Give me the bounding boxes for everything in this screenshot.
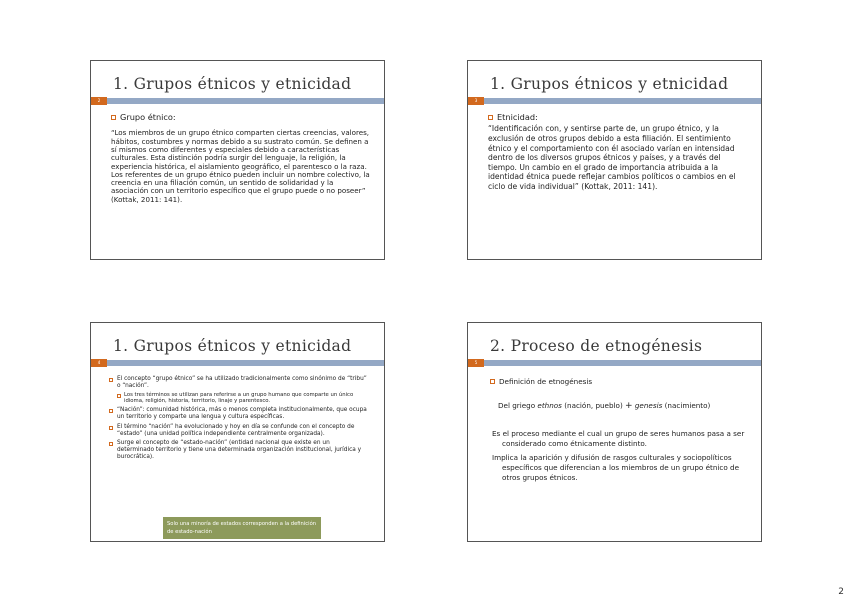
definition-paragraph: Implica la aparición y difusión de rasgos culturales y sociopolíticos específicos que diferencian a los miembros de un grupo étnico de otros grupos étnicos.	[492, 453, 740, 482]
page-number: 2	[838, 587, 844, 597]
definition-paragraph: Es el proceso mediante el cual un grupo de seres humanos pasa a ser considerado como étnicamente distinto.	[492, 429, 745, 448]
list-item: El término “nación” ha evolucionado y hoy en día se confunde con el concepto de “estado” (una unidad política independiente centralmente organizada).	[109, 424, 368, 437]
slide-heading: Etnicidad:	[497, 112, 538, 122]
accent-bar	[468, 360, 761, 366]
slide-body	[488, 113, 747, 192]
bullet-square-icon	[111, 115, 116, 120]
bullet-square-icon	[109, 378, 113, 382]
accent-bar	[91, 360, 384, 366]
etymology-line: Del griego ethnos (nación, pueblo) + genesis (nacimiento)	[498, 400, 711, 411]
slide-number: 3	[468, 97, 484, 105]
slide-title: 1. Grupos étnicos y etnicidad	[113, 337, 352, 355]
bullet-square-icon	[109, 409, 113, 413]
slide-body	[109, 376, 368, 463]
list-item: Surge el concepto de “estado-nación” (entidad nacional que existe en un determinado territorio y tiene una determinada organización institucional, jurídica y burocrática).	[109, 440, 368, 460]
slide-body	[111, 113, 370, 204]
bullet-square-icon	[117, 394, 121, 398]
bullet-square-icon	[490, 379, 495, 384]
sub-list-item: Los tres términos se utilizan para referirse a un grupo humano que comparte un único idioma, religión, historia, territorio, linaje y parentesco.	[117, 392, 368, 404]
slide-heading: Definición de etnogénesis	[499, 377, 593, 386]
slide-heading: Grupo étnico:	[120, 112, 176, 122]
accent-bar	[468, 98, 761, 104]
slide-1	[90, 60, 385, 260]
bullet-square-icon	[109, 426, 113, 430]
bullet-square-icon	[109, 442, 113, 446]
slide-2	[467, 60, 762, 260]
slide-title: 2. Proceso de etnogénesis	[490, 337, 703, 355]
slide-number: 5	[468, 359, 484, 367]
slide-body	[490, 377, 747, 482]
slide-3	[90, 322, 385, 542]
slide-number: 2	[91, 97, 107, 105]
accent-bar	[91, 98, 384, 104]
list-item: El concepto “grupo étnico” se ha utilizado tradicionalmente como sinónimo de “tribu” o “nación”.	[109, 376, 368, 389]
quote-text: “Los miembros de un grupo étnico comparten ciertas creencias, valores, hábitos, costumbres y normas debido a su sustrato común. Se definen a sí mismos como diferentes y especiales debido a características culturales. Esta distinción podría surgir del lenguaje, la religión, la experiencia histórica, el aislamiento geográfico, el parentesco o la raza. Los referentes de un grupo étnico pueden incluir un nombre colectivo, la creencia en una filiación común, un sentido de solidaridad y la asociación con un territorio específico que el grupo puede o no poseer” (Kottak, 2011: 141).	[111, 128, 370, 204]
bullet-square-icon	[488, 115, 493, 120]
list-item: “Nación”: comunidad histórica, más o menos completa institucionalmente, que ocupa un territorio y comparte una lengua y cultura específicas.	[109, 407, 368, 420]
quote-text: “Identificación con, y sentirse parte de, un grupo étnico, y la exclusión de otros grupos debido a esta filiación. El sentimiento étnico y el comportamiento con él asociado varían en intensidad dentro de los diversos grupos étnicos y países, y a través del tiempo. Un cambio en el grado de importancia atribuida a la identidad étnica puede reflejar cambios políticos o cambios en el ciclo de vida individual” (Kottak, 2011: 141).	[488, 124, 736, 191]
slide-4	[467, 322, 762, 542]
note-callout: Solo una minoría de estados corresponden a la definición de estado-nación	[163, 517, 321, 539]
slide-title: 1. Grupos étnicos y etnicidad	[113, 75, 352, 93]
slide-title: 1. Grupos étnicos y etnicidad	[490, 75, 729, 93]
slide-number: 4	[91, 359, 107, 367]
